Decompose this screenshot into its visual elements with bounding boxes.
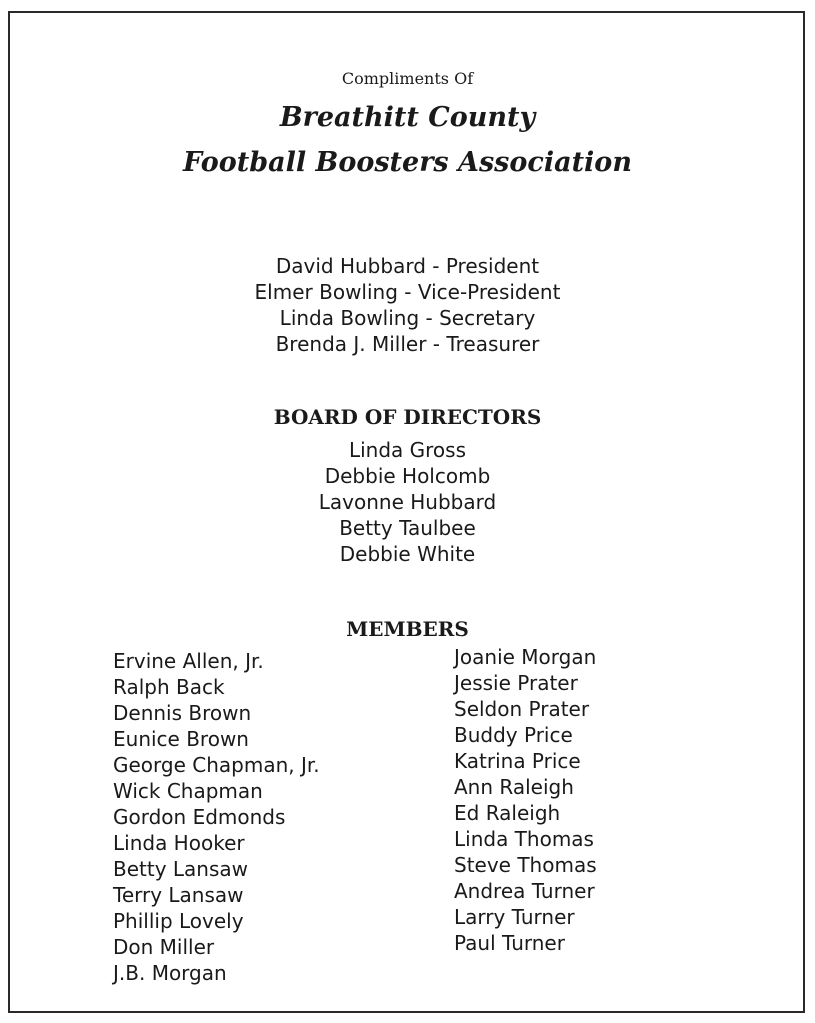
member-name: J.B. Morgan (113, 961, 227, 985)
director-name: Linda Gross (348, 438, 467, 462)
member-name: Larry Turner (454, 905, 575, 929)
member-name: Ann Raleigh (454, 775, 574, 799)
officer-entry: Linda Bowling - Secretary (279, 306, 536, 330)
officer-entry: David Hubbard - President (275, 254, 540, 278)
board-of-directors-heading: BOARD OF DIRECTORS (273, 405, 542, 429)
organization-name-line-1: Breathitt County (279, 102, 536, 133)
member-name: Wick Chapman (113, 779, 263, 803)
member-name: Terry Lansaw (113, 883, 244, 907)
board-of-directors-list (0, 437, 815, 567)
member-name: Buddy Price (454, 723, 573, 747)
member-name: Andrea Turner (454, 879, 595, 903)
member-name: Don Miller (113, 935, 215, 959)
member-name: Linda Hooker (113, 831, 245, 855)
member-name: George Chapman, Jr. (113, 753, 320, 777)
director-name: Debbie Holcomb (324, 464, 491, 488)
member-name: Steve Thomas (454, 853, 597, 877)
director-name: Betty Taulbee (339, 516, 476, 540)
member-name: Ervine Allen, Jr. (113, 649, 264, 673)
member-name: Ralph Back (113, 675, 225, 699)
organization-name-line-2: Football Boosters Association (183, 147, 632, 178)
member-name: Betty Lansaw (113, 857, 249, 881)
director-name: Debbie White (339, 542, 476, 566)
officer-entry: Elmer Bowling - Vice-President (254, 280, 561, 304)
officers-list (0, 253, 815, 357)
member-name: Jessie Prater (454, 671, 578, 695)
member-name: Katrina Price (454, 749, 581, 773)
compliments-of-text: Compliments Of (341, 69, 474, 88)
members-heading: MEMBERS (346, 617, 469, 641)
director-name: Lavonne Hubbard (318, 490, 497, 514)
member-name: Paul Turner (454, 931, 565, 955)
member-name: Ed Raleigh (454, 801, 561, 825)
member-name: Dennis Brown (113, 701, 252, 725)
member-name: Seldon Prater (454, 697, 590, 721)
member-name: Phillip Lovely (113, 909, 244, 933)
members-right-column (454, 644, 597, 956)
member-name: Eunice Brown (113, 727, 249, 751)
member-name: Gordon Edmonds (113, 805, 286, 829)
members-left-column (113, 648, 320, 986)
officer-entry: Brenda J. Miller - Treasurer (275, 332, 540, 356)
member-name: Linda Thomas (454, 827, 594, 851)
member-name: Joanie Morgan (454, 645, 597, 669)
